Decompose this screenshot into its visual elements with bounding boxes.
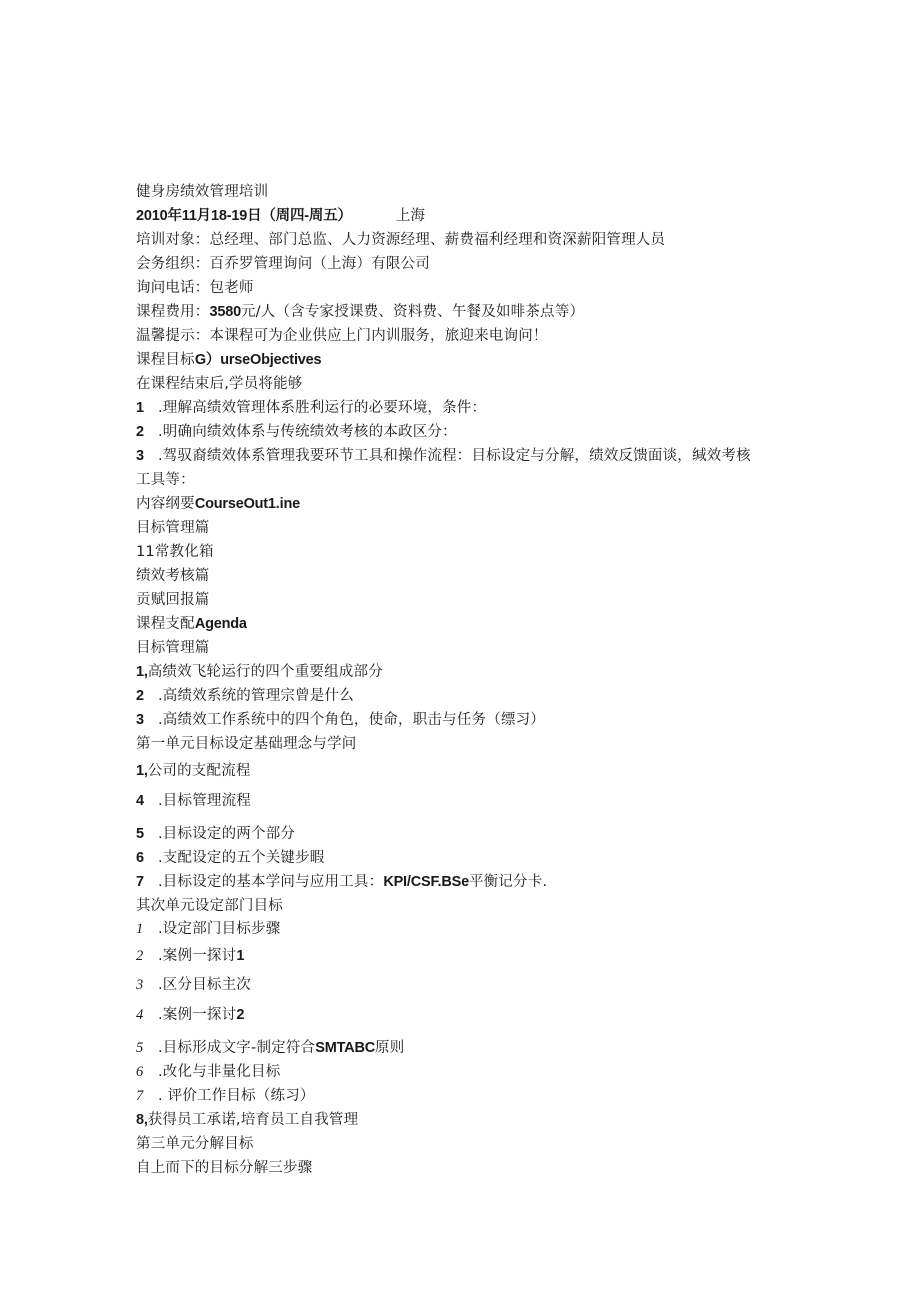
contact-text: 询问电话：包老师 xyxy=(136,280,254,296)
audience-text: 培训对象：总经理、部门总监、人力资源经理、薪费福利经理和资深薪阳管理人员 xyxy=(136,232,666,248)
objectives-intro-text: 在课程结束后,学员将能够 xyxy=(136,376,303,392)
objective-item xyxy=(136,446,751,466)
objectives-en: G）urseObjectives xyxy=(194,352,322,368)
outline-en: CourseOut1.ine xyxy=(194,496,300,512)
city-text: 上海 xyxy=(395,208,426,224)
item-text: .高绩效工作系统中的四个角色，使命，职击与任务（缥习） xyxy=(158,712,546,728)
unit-item xyxy=(136,791,251,811)
outline-text: 绩效考核篇 xyxy=(136,568,210,584)
item-number: 3 xyxy=(136,448,145,464)
unit-heading xyxy=(136,896,283,916)
fee-prefix: 课程费用： xyxy=(136,304,210,320)
item-text: 原则 xyxy=(375,1040,405,1056)
outline-cn: 内容纲要 xyxy=(136,496,195,512)
unit-title: 第三单元分解目标 xyxy=(136,1136,254,1152)
unit-item xyxy=(136,761,251,781)
item-number: 6 xyxy=(136,1064,144,1080)
objectives-cn: 课程目标 xyxy=(136,352,195,368)
item-text: 高绩效飞轮运行的四个重要组成部分 xyxy=(147,664,383,680)
item-number: 8, xyxy=(136,1112,148,1128)
item-text: 公司的支配流程 xyxy=(147,763,251,779)
outline-text: 目标管理篇 xyxy=(136,520,210,536)
outline-item xyxy=(136,518,210,538)
unit-title: 其次单元设定部门目标 xyxy=(136,898,283,914)
objective-item xyxy=(136,422,457,442)
fee-suffix: 元/人（含专家授课费、资料费、午餐及如啡茶点等） xyxy=(240,304,585,320)
objective-item xyxy=(136,398,486,418)
item-number: 3 xyxy=(136,712,145,728)
unit-item xyxy=(136,919,280,939)
unit-item xyxy=(136,872,547,892)
objective-item-continuation xyxy=(136,470,195,490)
item-number: 3 xyxy=(136,977,144,993)
unit-heading xyxy=(136,734,357,754)
item-number: 4 xyxy=(136,793,145,809)
title-text: 健身房绩效管理培训 xyxy=(136,184,269,200)
audience-line xyxy=(136,230,665,250)
unit-item xyxy=(136,1062,280,1082)
contact-line xyxy=(136,278,254,298)
unit-item xyxy=(136,1110,358,1130)
outline-heading xyxy=(136,494,300,514)
agenda-heading xyxy=(136,614,247,634)
item-number: 5 xyxy=(136,1040,144,1056)
unit-title: 第一单元目标设定基础理念与学问 xyxy=(136,736,357,752)
item-text-bold: 1 xyxy=(236,948,245,964)
unit-item xyxy=(136,975,251,995)
outline-item xyxy=(136,590,210,610)
item-number: 6 xyxy=(136,850,145,866)
item-text: 工具等： xyxy=(136,472,195,488)
item-number: 1, xyxy=(136,664,148,680)
item-text-bold: KPI/CSF.BSe xyxy=(383,874,469,890)
item-text: .案例一探讨 xyxy=(158,1007,237,1023)
item-text: .改化与非量化目标 xyxy=(158,1064,281,1080)
agenda-item xyxy=(136,686,354,706)
item-number: 2 xyxy=(136,424,145,440)
unit-item xyxy=(136,824,295,844)
objectives-intro xyxy=(136,374,303,394)
item-text: 平衡记分卡. xyxy=(468,874,548,890)
agenda-cn: 课程支配 xyxy=(136,616,195,632)
item-text: . 评价工作目标（练习） xyxy=(158,1088,315,1104)
unit-item xyxy=(136,848,325,868)
unit-heading xyxy=(136,1134,254,1154)
item-text: .理解高绩效管理体系胜利运行的必要环境，条件： xyxy=(158,400,487,416)
outline-text: 贡赋回报篇 xyxy=(136,592,210,608)
item-text: .区分目标主次 xyxy=(158,977,252,993)
item-text: 自上而下的目标分解三步骤 xyxy=(136,1160,313,1176)
outline-item xyxy=(136,566,210,586)
date-location-line xyxy=(136,206,425,226)
item-text: .目标形成文字-制定符合 xyxy=(158,1040,316,1056)
item-text: .案例一探讨 xyxy=(158,948,237,964)
item-text-bold: 2 xyxy=(236,1007,245,1023)
item-number: 4 xyxy=(136,1007,144,1023)
item-number: 1, xyxy=(136,763,148,779)
item-number: 5 xyxy=(136,826,145,842)
outline-text: 11常教化箱 xyxy=(136,544,214,560)
agenda-item xyxy=(136,662,383,682)
objectives-heading xyxy=(136,350,321,370)
item-number: 1 xyxy=(136,921,144,937)
unit-item xyxy=(136,1158,312,1178)
doc-title xyxy=(136,182,268,202)
agenda-part-title xyxy=(136,638,210,658)
agenda-item xyxy=(136,710,545,730)
item-text: .支配设定的五个关键步暇 xyxy=(158,850,325,866)
fee-amount: 3580 xyxy=(209,304,241,320)
unit-item xyxy=(136,1005,244,1025)
tip-text: 温馨提示：本课程可为企业供应上门内训服务，旅迎来电询问！ xyxy=(136,328,548,344)
item-number: 7 xyxy=(136,1088,144,1104)
item-text: .驾驭裔绩效体系管理我要环节工具和操作流程：目标设定与分解，绩效反馈面谈，缄效考核 xyxy=(158,448,751,464)
agenda-en: Agenda xyxy=(194,616,247,632)
item-text: .高绩效系统的管理宗曾是什么 xyxy=(158,688,354,704)
part-title-text: 目标管理篇 xyxy=(136,640,210,656)
fee-line xyxy=(136,302,584,322)
item-text: .目标管理流程 xyxy=(158,793,252,809)
item-text: .目标设定的两个部分 xyxy=(158,826,296,842)
item-text: .目标设定的基本学问与应用工具： xyxy=(158,874,384,890)
item-text: 获得员工承诺,培育员工自我管理 xyxy=(147,1112,359,1128)
item-text-bold: SMTABC xyxy=(315,1040,375,1056)
outline-item xyxy=(136,542,214,562)
unit-item xyxy=(136,946,244,966)
organizer-line xyxy=(136,254,430,274)
unit-item xyxy=(136,1086,315,1106)
item-text: .明确向绩效体系与传统绩效考核的本政区分： xyxy=(158,424,457,440)
item-text: .设定部门目标步骤 xyxy=(158,921,281,937)
item-number: 7 xyxy=(136,874,145,890)
date-text: 2010年11月18-19日（周四-周五） xyxy=(136,208,352,224)
item-number: 2 xyxy=(136,688,145,704)
unit-item xyxy=(136,1038,404,1058)
item-number: 2 xyxy=(136,948,144,964)
item-number: 1 xyxy=(136,400,145,416)
tip-line xyxy=(136,326,548,346)
organizer-text: 会务组织：百乔罗管理询问（上海）有限公司 xyxy=(136,256,430,272)
